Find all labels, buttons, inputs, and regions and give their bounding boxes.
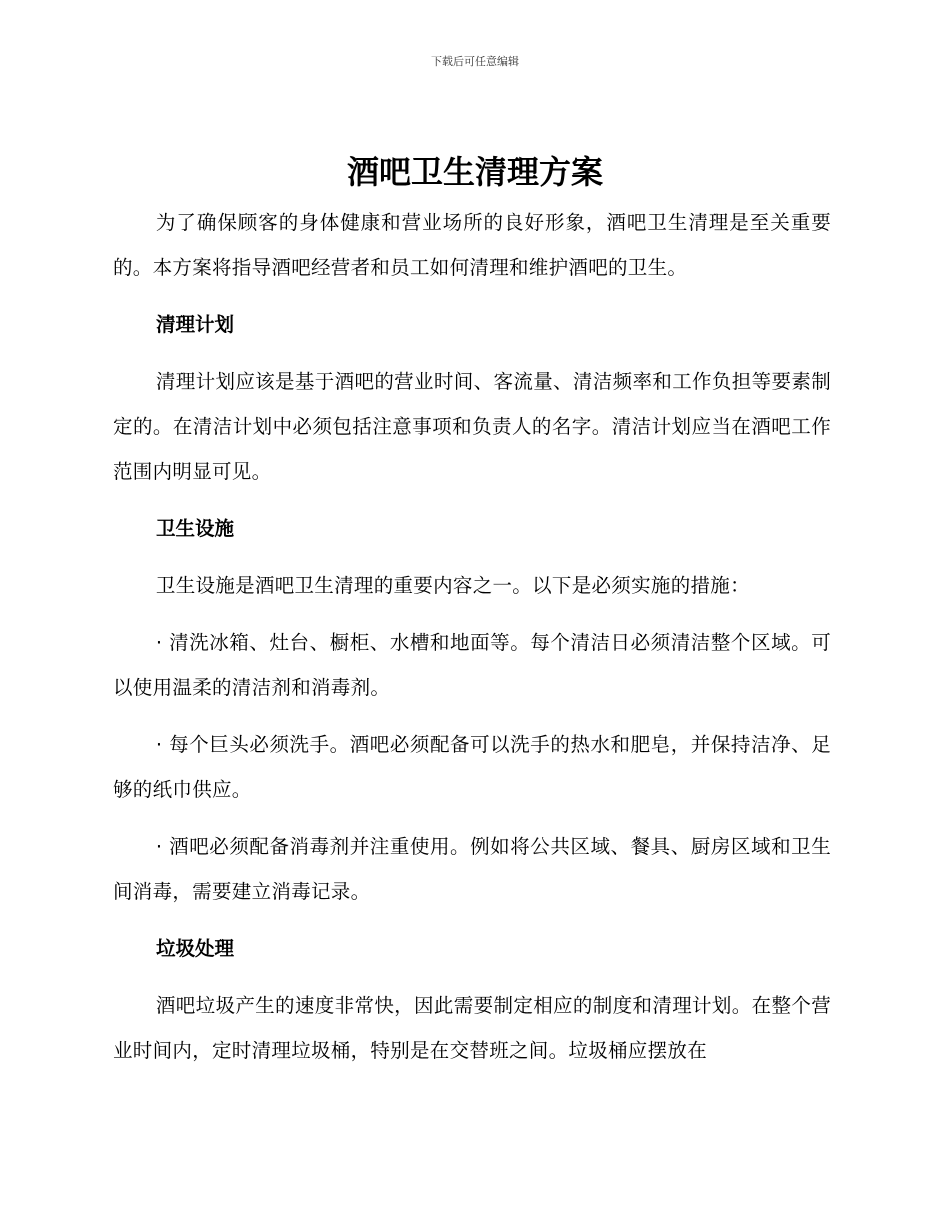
document-body — [113, 200, 831, 1073]
sanitary-bullet-handwashing: · 每个巨头必须洗手。酒吧必须配备可以洗手的热水和肥皂，并保持洁净、足够的纸巾供应。 — [113, 733, 831, 801]
sanitary-facilities-intro-paragraph: 卫生设施是酒吧卫生清理的重要内容之一。以下是必须实施的措施： — [155, 574, 750, 597]
intro-paragraph: 为了确保顾客的身体健康和营业场所的良好形象，酒吧卫生清理是至关重要的。本方案将指导酒吧经营者和员工如何清理和维护酒吧的卫生。 — [113, 211, 831, 279]
cleaning-plan-paragraph: 清理计划应该是基于酒吧的营业时间、客流量、清洁频率和工作负担等要素制定的。在清洁计划中必须包括注意事项和负责人的名字。清洁计划应当在酒吧工作范围内明显可见。 — [113, 370, 831, 483]
section-heading-cleaning-plan: 清理计划 — [156, 313, 235, 336]
section-heading-sanitary-facilities: 卫生设施 — [156, 517, 235, 540]
header-note: 下载后可任意编辑 — [431, 55, 519, 68]
garbage-disposal-paragraph: 酒吧垃圾产生的速度非常快，因此需要制定相应的制度和清理计划。在整个营业时间内，定时清理垃圾桶，特别是在交替班之间。垃圾桶应摆放在 — [113, 994, 831, 1062]
sanitary-bullet-cleaning: · 清洗冰箱、灶台、橱柜、水槽和地面等。每个清洁日必须清洁整个区域。可以使用温柔的清洁剂和消毒剂。 — [113, 631, 831, 699]
section-heading-garbage-disposal: 垃圾处理 — [156, 937, 235, 960]
sanitary-bullet-disinfectant: · 酒吧必须配备消毒剂并注重使用。例如将公共区域、餐具、厨房区域和卫生间消毒，需要建立消毒记录。 — [113, 835, 831, 903]
document-title: 酒吧卫生清理方案 — [346, 153, 603, 191]
